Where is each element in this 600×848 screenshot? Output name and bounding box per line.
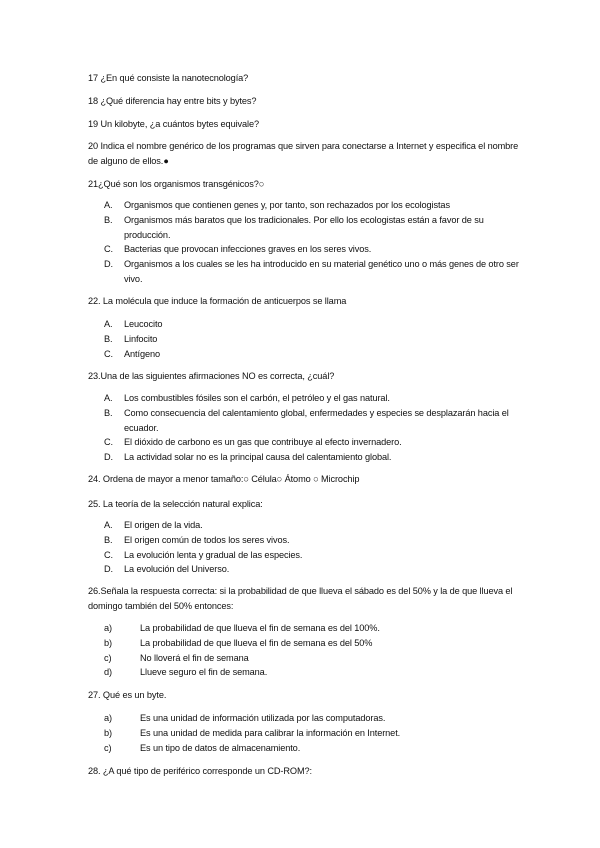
option bbox=[100, 518, 520, 533]
option-letter: D. bbox=[104, 259, 113, 270]
option bbox=[100, 406, 520, 436]
option-text: Antígeno bbox=[124, 348, 160, 359]
option bbox=[100, 636, 520, 651]
question-21-options bbox=[100, 198, 520, 287]
option bbox=[100, 242, 520, 257]
option bbox=[100, 562, 520, 577]
option-letter: b) bbox=[104, 727, 112, 738]
option-letter: D. bbox=[104, 564, 113, 575]
option-text: Es una unidad de medida para calibrar la información en Internet. bbox=[140, 727, 401, 738]
option-letter: B. bbox=[104, 333, 113, 344]
question-22: 22. La molécula que induce la formación de anticuerpos se llama bbox=[88, 296, 347, 306]
question-18: 18 ¿Qué diferencia hay entre bits y bytes? bbox=[88, 96, 257, 106]
option-letter: B. bbox=[104, 214, 113, 225]
option-text: La probabilidad de que llueva el fin de semana es del 50% bbox=[140, 637, 373, 648]
option-letter: B. bbox=[104, 534, 113, 545]
option bbox=[100, 726, 520, 741]
option-text: El origen de la vida. bbox=[124, 520, 203, 530]
option bbox=[100, 665, 520, 680]
option-letter: c) bbox=[104, 742, 112, 753]
question-28: 28. ¿A qué tipo de periférico corresponde un CD-ROM?: bbox=[88, 766, 312, 776]
option bbox=[100, 435, 520, 450]
option bbox=[100, 391, 520, 406]
question-27: 27. Qué es un byte. bbox=[88, 690, 167, 700]
option-text: Organismos a los cuales se les ha introducido en su material genético uno o más genes de otro ser vivo. bbox=[124, 259, 519, 284]
question-26: 26.Señala la respuesta correcta: si la probabilidad de que llueva el sábado es del 50% y la de que llueva el domingo también del 50% entonces: bbox=[88, 586, 513, 611]
option-letter: D. bbox=[104, 452, 113, 463]
question-25-options bbox=[100, 518, 520, 577]
option bbox=[100, 741, 520, 756]
option-letter: B. bbox=[104, 407, 113, 418]
question-20: 20 Indica el nombre genérico de los programas que sirven para conectarse a Internet y especifica el nombre de alguno de ellos.● bbox=[88, 141, 519, 166]
question-27-options bbox=[100, 711, 520, 755]
option-letter: C. bbox=[104, 437, 113, 448]
option-text: Linfocito bbox=[124, 333, 158, 344]
option-letter: a) bbox=[104, 713, 112, 723]
question-23-options bbox=[100, 391, 520, 465]
option bbox=[100, 213, 520, 243]
option bbox=[100, 450, 520, 465]
option-text: Bacterias que provocan infecciones graves en los seres vivos. bbox=[124, 244, 372, 255]
option-letter: C. bbox=[104, 549, 113, 560]
option bbox=[100, 317, 520, 332]
option bbox=[100, 533, 520, 548]
option-text: Es una unidad de información utilizada por las computadoras. bbox=[140, 713, 386, 723]
option bbox=[100, 711, 520, 726]
option bbox=[100, 332, 520, 347]
option bbox=[100, 651, 520, 666]
option-letter: A. bbox=[104, 393, 113, 403]
option-text: Los combustibles fósiles son el carbón, el petróleo y el gas natural. bbox=[124, 393, 390, 403]
question-19: 19 Un kilobyte, ¿a cuántos bytes equivale? bbox=[88, 119, 259, 129]
option bbox=[100, 548, 520, 563]
option-text: La actividad solar no es la principal causa del calentamiento global. bbox=[124, 452, 392, 463]
question-21: 21¿Qué son los organismos transgénicos?○ bbox=[88, 179, 265, 189]
option bbox=[100, 198, 520, 213]
option-text: La probabilidad de que llueva el fin de semana es del 100%. bbox=[140, 623, 380, 633]
question-25: 25. La teoría de la selección natural explica: bbox=[88, 499, 263, 509]
option bbox=[100, 347, 520, 362]
option-text: Como consecuencia del calentamiento global, enfermedades y especies se desplazarán hacia el ecuador. bbox=[124, 407, 509, 433]
question-23: 23.Una de las siguientes afirmaciones NO es correcta, ¿cuál? bbox=[88, 371, 335, 381]
option-text: No lloverá el fin de semana bbox=[140, 652, 249, 663]
option bbox=[100, 257, 520, 287]
option-letter: C. bbox=[104, 348, 113, 359]
option-letter: a) bbox=[104, 623, 112, 633]
option-text: Leucocito bbox=[124, 319, 163, 329]
option-text: La evolución lenta y gradual de las especies. bbox=[124, 549, 303, 560]
option-text: Llueve seguro el fin de semana. bbox=[140, 667, 268, 678]
option-letter: A. bbox=[104, 319, 113, 329]
question-26-options bbox=[100, 621, 520, 680]
question-22-options bbox=[100, 317, 520, 361]
option-text: El dióxido de carbono es un gas que contribuye al efecto invernadero. bbox=[124, 437, 402, 448]
option-letter: A. bbox=[104, 200, 113, 210]
question-17: 17 ¿En qué consiste la nanotecnología? bbox=[88, 73, 249, 83]
option-text: La evolución del Universo. bbox=[124, 564, 230, 575]
option-letter: c) bbox=[104, 652, 112, 663]
option-text: El origen común de todos los seres vivos. bbox=[124, 534, 290, 545]
option-text: Organismos más baratos que los tradicionales. Por ello los ecologistas están a favor de su producción. bbox=[124, 214, 484, 240]
option bbox=[100, 621, 520, 636]
option-letter: b) bbox=[104, 637, 112, 648]
question-24: 24. Ordena de mayor a menor tamaño:○ Célula○ Átomo ○ Microchip bbox=[88, 474, 360, 484]
option-text: Organismos que contienen genes y, por tanto, son rechazados por los ecologistas bbox=[124, 200, 450, 210]
option-letter: C. bbox=[104, 244, 113, 255]
option-letter: A. bbox=[104, 520, 113, 530]
option-text: Es un tipo de datos de almacenamiento. bbox=[140, 742, 301, 753]
option-letter: d) bbox=[104, 667, 112, 678]
